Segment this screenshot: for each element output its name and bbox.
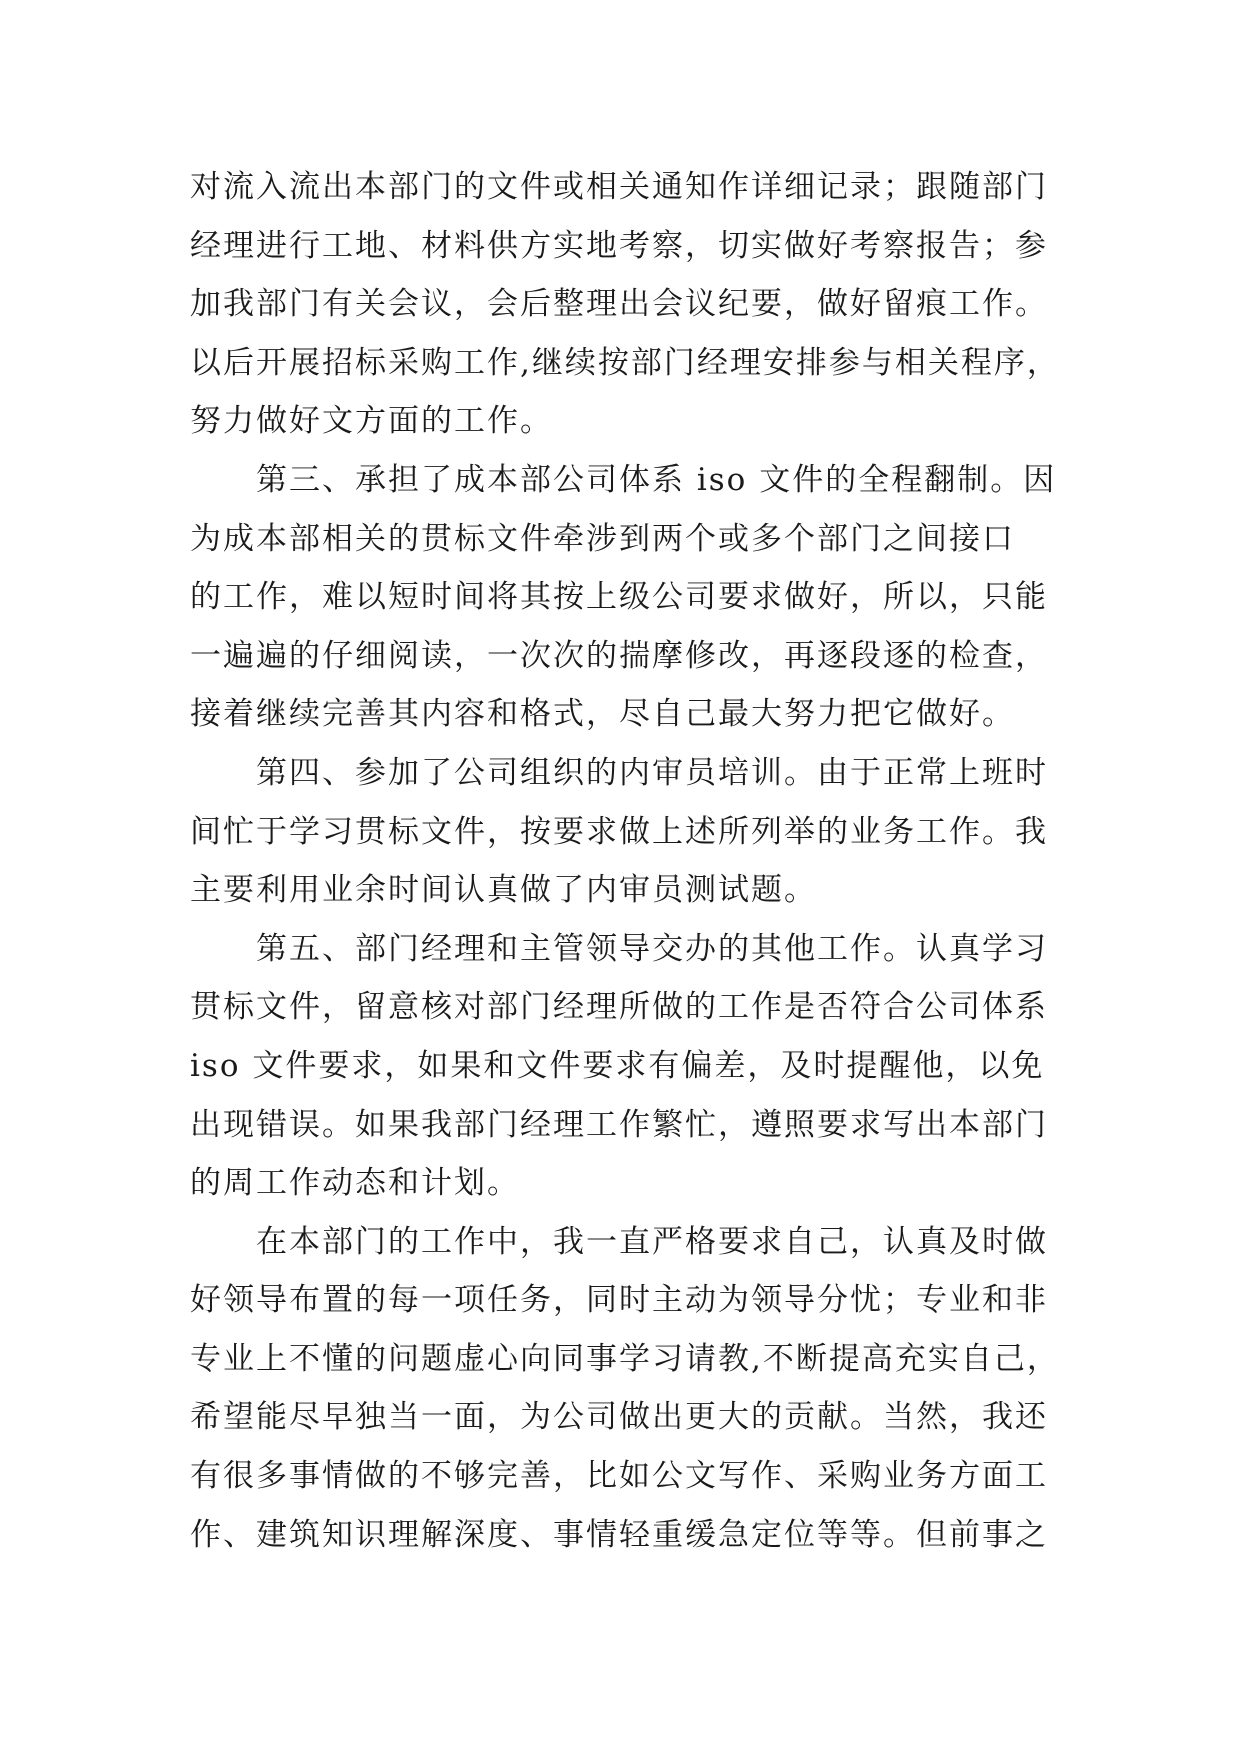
text-line: 以后开展招标采购工作,继续按部门经理安排参与相关程序，	[190, 344, 1060, 381]
paragraph-start-line: 第五、部门经理和主管领导交办的其他工作。认真学习	[256, 930, 1048, 967]
text-line: 间忙于学习贯标文件，按要求做上述所列举的业务工作。我	[190, 813, 1048, 850]
text-line: 一遍遍的仔细阅读，一次次的揣摩修改，再逐段逐的检查，	[190, 637, 1048, 674]
text-line: iso 文件要求，如果和文件要求有偏差，及时提醒他，以免	[190, 1047, 1045, 1084]
text-line: 主要利用业余时间认真做了内审员测试题。	[190, 872, 817, 909]
text-line: 的周工作动态和计划。	[190, 1165, 520, 1202]
text-line: 出现错误。如果我部门经理工作繁忙，遵照要求写出本部门	[190, 1106, 1048, 1143]
text-line: 好领导布置的每一项任务，同时主动为领导分忧；专业和非	[190, 1282, 1048, 1319]
text-line: 接着继续完善其内容和格式，尽自己最大努力把它做好。	[190, 696, 1015, 733]
text-line: 经理进行工地、材料供方实地考察，切实做好考察报告；参	[190, 227, 1048, 264]
text-line: 作、建筑知识理解深度、事情轻重缓急定位等等。但前事之	[190, 1516, 1048, 1553]
paragraph-start-line: 第三、承担了成本部公司体系 iso 文件的全程翻制。因	[256, 461, 1057, 498]
paragraph-start-line: 在本部门的工作中，我一直严格要求自己，认真及时做	[256, 1223, 1048, 1260]
text-line: 加我部门有关会议，会后整理出会议纪要，做好留痕工作。	[190, 286, 1048, 323]
text-line: 专业上不懂的问题虚心向同事学习请教,不断提高充实自己，	[190, 1340, 1060, 1377]
text-line: 有很多事情做的不够完善，比如公文写作、采购业务方面工	[190, 1458, 1048, 1495]
text-line: 对流入流出本部门的文件或相关通知作详细记录；跟随部门	[190, 169, 1048, 205]
body-text	[190, 158, 1070, 1564]
paragraph-start-line: 第四、参加了公司组织的内审员培训。由于正常上班时	[256, 754, 1048, 791]
text-line: 努力做好文方面的工作。	[190, 403, 553, 440]
text-line: 的工作，难以短时间将其按上级公司要求做好，所以，只能	[190, 579, 1048, 616]
text-line: 为成本部相关的贯标文件牵涉到两个或多个部门之间接口	[190, 520, 1015, 557]
text-line: 希望能尽早独当一面，为公司做出更大的贡献。当然，我还	[190, 1399, 1048, 1436]
text-line: 贯标文件，留意核对部门经理所做的工作是否符合公司体系	[190, 989, 1048, 1026]
